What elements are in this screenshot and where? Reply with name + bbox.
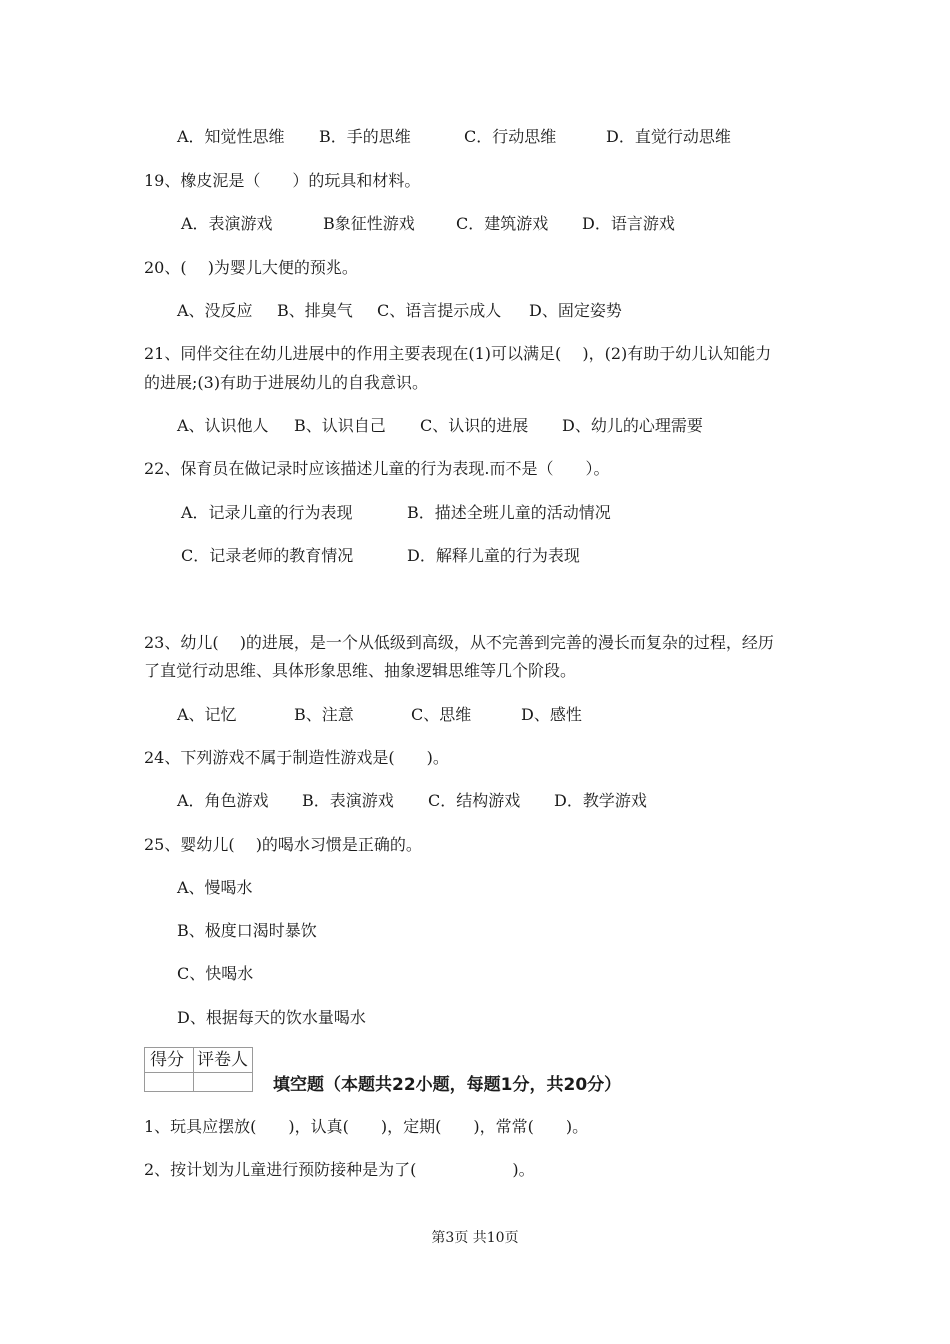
q21-option-c: C、认识的进展	[420, 416, 529, 435]
q22-option-a: A．记录儿童的行为表现	[181, 503, 353, 522]
q19-option-b: B象征性游戏	[323, 214, 415, 233]
q18-option-b: B．手的思维	[319, 127, 411, 146]
q21-option-d: D、幼儿的心理需要	[562, 416, 703, 435]
q24-option-a: A．角色游戏	[177, 791, 269, 810]
q25-stem: 25、婴幼儿( )的喝水习惯是正确的。	[144, 835, 422, 854]
q21-option-a: A、认识他人	[177, 416, 269, 435]
score-table-horizontal-divider	[145, 1072, 252, 1073]
fill-q1: 1、玩具应摆放( )，认真( )，定期( )，常常( )。	[144, 1117, 589, 1136]
q24-option-c: C．结构游戏	[428, 791, 521, 810]
q19-stem: 19、橡皮泥是（ ）的玩具和材料。	[144, 171, 421, 190]
q20-option-c: C、语言提示成人	[377, 301, 502, 320]
q22-stem: 22、保育员在做记录时应该描述儿童的行为表现.而不是（ ）。	[144, 459, 610, 478]
q19-option-a: A．表演游戏	[181, 214, 273, 233]
q25-option-a: A、慢喝水	[177, 878, 253, 897]
q25-option-c: C、快喝水	[177, 964, 254, 983]
q20-stem: 20、( )为婴儿大便的预兆。	[144, 258, 358, 277]
q21-stem-line2: 的进展;(3)有助于进展幼儿的自我意识。	[144, 373, 429, 392]
q18-option-d: D．直觉行动思维	[606, 127, 731, 146]
q19-option-c: C．建筑游戏	[456, 214, 549, 233]
q21-stem-line1: 21、同伴交往在幼儿进展中的作用主要表现在(1)可以满足( )，(2)有助于幼儿认知能力	[144, 344, 772, 363]
q22-option-b: B．描述全班儿童的活动情况	[407, 503, 611, 522]
page-number: 第3页 共10页	[431, 1230, 519, 1246]
q18-option-a: A．知觉性思维	[177, 127, 285, 146]
q23-option-a: A、记忆	[177, 705, 237, 724]
q20-option-d: D、固定姿势	[529, 301, 622, 320]
section-title: 填空题（本题共22小题，每题1分，共20分）	[273, 1075, 622, 1095]
q23-option-b: B、注意	[294, 705, 354, 724]
fill-q2: 2、按计划为儿童进行预防接种是为了( )。	[144, 1160, 535, 1179]
score-label: 得分	[150, 1050, 184, 1070]
q24-stem: 24、下列游戏不属于制造性游戏是( )。	[144, 748, 449, 767]
q22-option-d: D．解释儿童的行为表现	[407, 546, 580, 565]
q23-stem-line2: 了直觉行动思维、具体形象思维、抽象逻辑思维等几个阶段。	[144, 661, 577, 680]
q19-option-d: D．语言游戏	[582, 214, 675, 233]
q24-option-d: D．教学游戏	[554, 791, 647, 810]
q24-option-b: B．表演游戏	[302, 791, 394, 810]
q23-option-c: C、思维	[411, 705, 472, 724]
q21-option-b: B、认识自己	[294, 416, 386, 435]
score-table-vertical-divider	[193, 1048, 194, 1091]
q23-option-d: D、感性	[521, 705, 582, 724]
q25-option-b: B、极度口渴时暴饮	[177, 921, 317, 940]
score-table	[144, 1047, 253, 1092]
q20-option-a: A、没反应	[177, 301, 253, 320]
grader-label: 评卷人	[197, 1050, 248, 1070]
q23-stem-line1: 23、幼儿( )的进展，是一个从低级到高级，从不完善到完善的漫长而复杂的过程，经历	[144, 633, 774, 652]
q22-option-c: C．记录老师的教育情况	[181, 546, 354, 565]
q25-option-d: D、根据每天的饮水量喝水	[177, 1008, 366, 1027]
q18-option-c: C．行动思维	[464, 127, 557, 146]
q20-option-b: B、排臭气	[277, 301, 353, 320]
